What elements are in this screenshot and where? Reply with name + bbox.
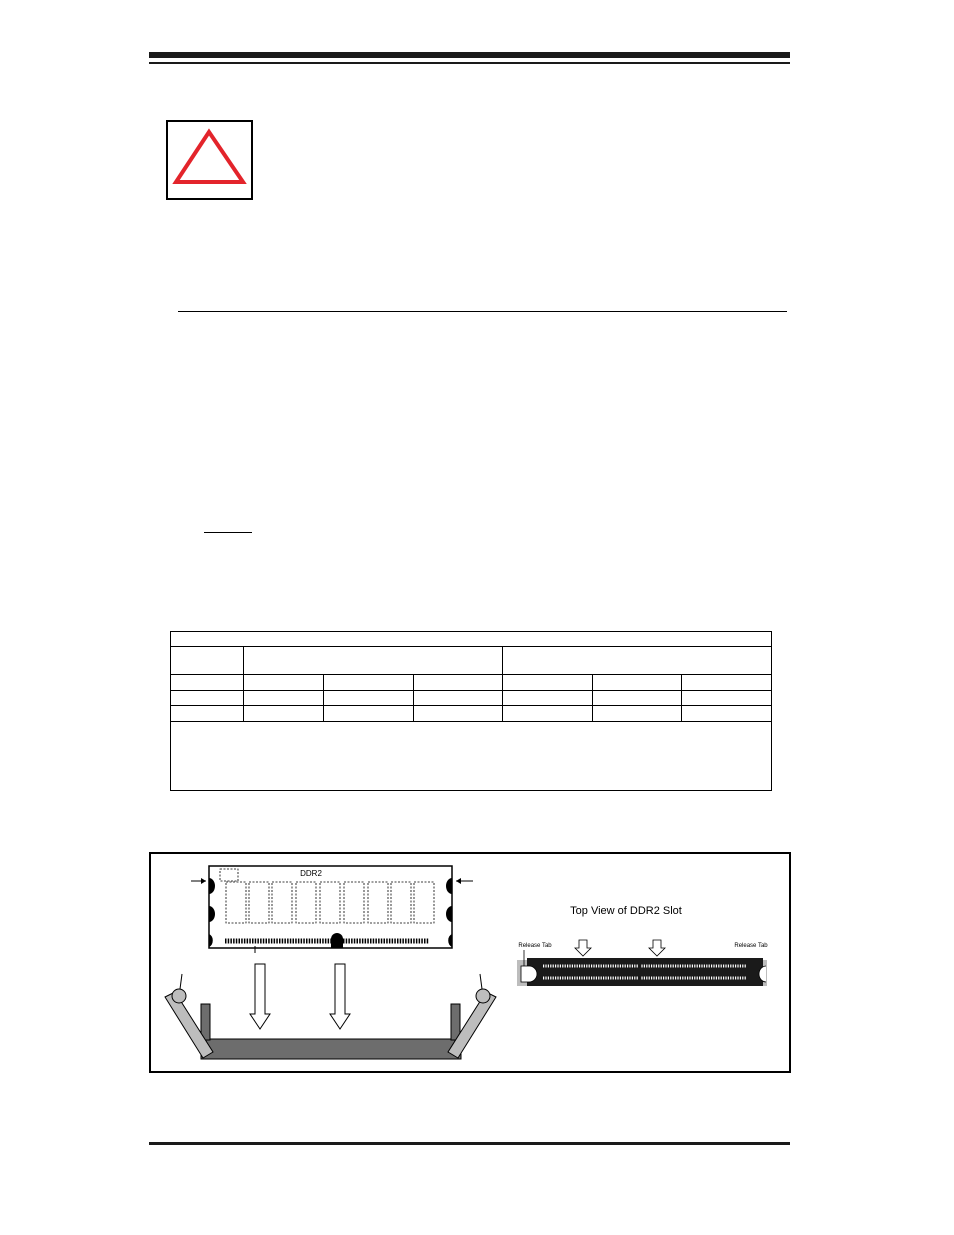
table-cell [171, 647, 244, 675]
table-cell [171, 675, 244, 691]
ddr2-install-figure [149, 852, 791, 1073]
release-tab-right-label: Release Tab [734, 943, 768, 949]
warning-box [166, 120, 253, 200]
table-cell [593, 706, 682, 722]
table-row [171, 706, 772, 722]
table-cell [503, 647, 772, 675]
table-cell [171, 632, 772, 647]
table-row [171, 632, 772, 647]
module-label: DDR2 [300, 869, 322, 878]
section-divider [178, 311, 787, 312]
table-cell [244, 706, 324, 722]
table-cell [244, 691, 324, 706]
table-cell [414, 675, 503, 691]
slot-top-view [517, 905, 768, 986]
release-tab-left-label: Release Tab [518, 943, 552, 949]
dimm-module [191, 866, 473, 953]
memory-config-table [170, 631, 772, 791]
table-row [171, 691, 772, 706]
table-cell [244, 675, 324, 691]
slot-title: Top View of DDR2 Slot [570, 905, 682, 917]
warning-triangle-icon [168, 122, 251, 198]
table-cell [682, 675, 772, 691]
header-rule-thick [149, 52, 790, 58]
table-cell [593, 675, 682, 691]
table-cell [171, 691, 244, 706]
table-cell [171, 706, 244, 722]
underline-mark [204, 532, 252, 533]
header-rule-thin [149, 62, 790, 64]
ddr2-diagram [151, 854, 789, 1071]
table-cell [593, 691, 682, 706]
table-cell [503, 675, 593, 691]
table-row [171, 675, 772, 691]
table-cell [503, 691, 593, 706]
table-cell [244, 647, 503, 675]
slot-side-view [165, 974, 496, 1059]
release-tab-left [521, 966, 530, 982]
table-cell [324, 691, 414, 706]
table-cell [414, 706, 503, 722]
table-row [171, 647, 772, 675]
table-cell [682, 706, 772, 722]
table-row [171, 722, 772, 791]
table-cell [171, 722, 772, 791]
table-cell [682, 691, 772, 706]
table-cell [414, 691, 503, 706]
table-cell [503, 706, 593, 722]
table-cell [324, 675, 414, 691]
table-cell [324, 706, 414, 722]
insert-arrows [250, 964, 350, 1029]
footer-rule [149, 1142, 790, 1145]
